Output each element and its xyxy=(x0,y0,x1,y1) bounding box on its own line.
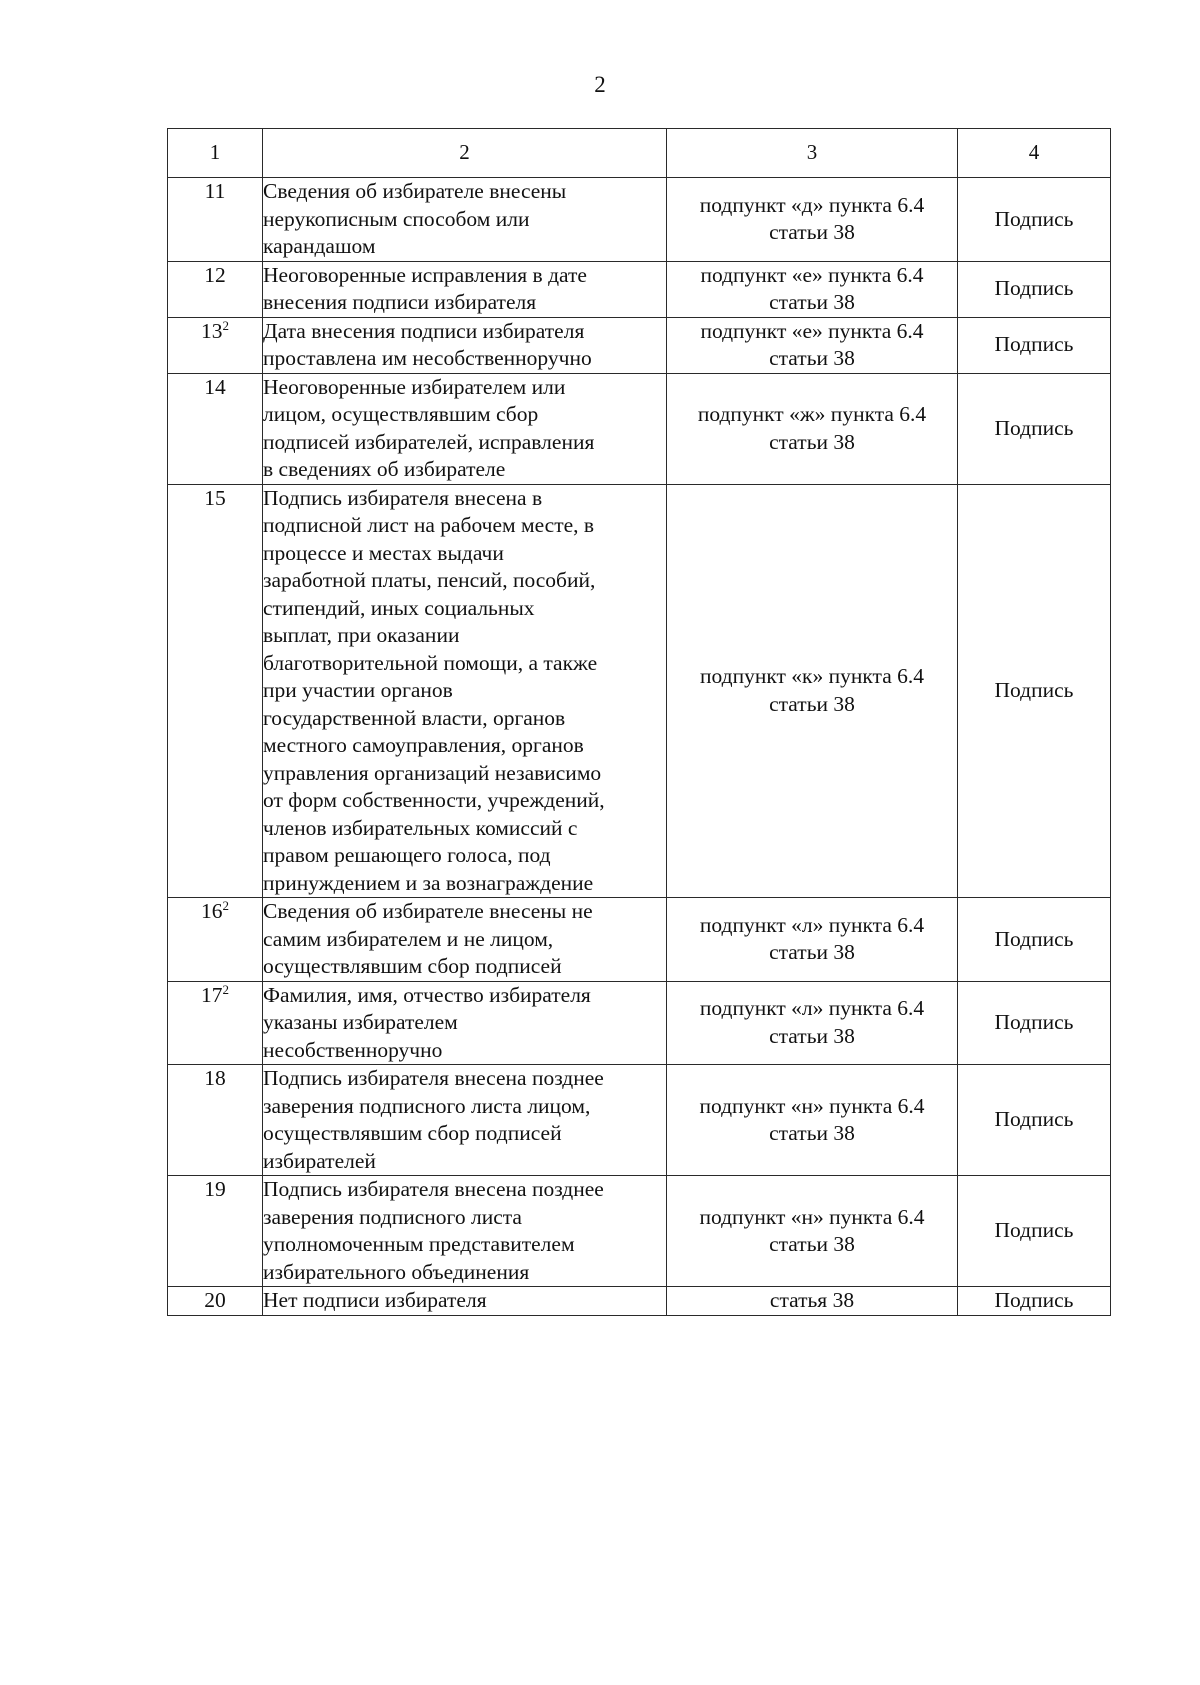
row-description xyxy=(263,1176,667,1287)
row-legal-reference xyxy=(667,373,958,484)
row-number-value: 17 xyxy=(201,982,223,1007)
row-signature: Подпись xyxy=(958,373,1111,484)
row-description xyxy=(263,1287,667,1316)
description-line: процессе и местах выдачи xyxy=(263,540,504,565)
description-line: при участии органов xyxy=(263,678,453,702)
reference-line: статьи 38 xyxy=(769,429,855,454)
row-description xyxy=(263,373,667,484)
row-description xyxy=(263,981,667,1065)
row-description xyxy=(263,1065,667,1176)
table-row xyxy=(168,261,1111,317)
description-line: Подпись избирателя внесена позднее xyxy=(263,1177,604,1201)
table-body xyxy=(168,178,1111,1316)
row-number-value: 12 xyxy=(204,262,226,287)
reference-line: статьи 38 xyxy=(769,346,855,370)
row-description xyxy=(263,898,667,982)
row-legal-reference xyxy=(667,484,958,898)
description-line: карандашом xyxy=(263,234,376,258)
row-legal-reference xyxy=(667,1287,958,1316)
description-line: внесения подписи избирателя xyxy=(263,290,537,314)
description-line: избирательного объединения xyxy=(263,1259,530,1284)
row-description xyxy=(263,261,667,317)
description-line: указаны избирателем xyxy=(263,1010,458,1034)
description-line: от форм собственности, учреждений, xyxy=(263,788,605,812)
row-number xyxy=(168,981,263,1065)
description-line: стипендий, иных социальных xyxy=(263,595,535,620)
row-legal-reference xyxy=(667,178,958,262)
reference-line: статьи 38 xyxy=(769,1023,855,1048)
table-row xyxy=(168,178,1111,262)
row-number xyxy=(168,373,263,484)
table-row xyxy=(168,373,1111,484)
table-row xyxy=(168,1176,1111,1287)
table-row xyxy=(168,898,1111,982)
footnote-marker: 2 xyxy=(222,317,229,333)
description-line: в сведениях об избирателе xyxy=(263,457,506,481)
row-number-value: 16 xyxy=(201,899,223,923)
reference-line: статьи 38 xyxy=(769,940,855,965)
description-line: несобственноручно xyxy=(263,1037,443,1062)
row-number xyxy=(168,317,263,373)
reference-line: подпункт «л» пункта 6.4 xyxy=(699,912,925,937)
description-line: государственной власти, органов xyxy=(263,705,566,730)
description-line: Нет подписи избирателя xyxy=(263,1288,487,1312)
row-number-value: 20 xyxy=(204,1288,226,1312)
row-signature: Подпись xyxy=(958,1287,1111,1316)
row-number xyxy=(168,1176,263,1287)
row-signature: Подпись xyxy=(958,981,1111,1065)
description-line: местного самоуправления, органов xyxy=(263,733,584,757)
description-line: самим избирателем и не лицом, xyxy=(263,926,554,951)
table-header-row xyxy=(168,129,1111,178)
row-number xyxy=(168,1287,263,1316)
reference-line: подпункт «н» пункта 6.4 xyxy=(699,1093,925,1118)
row-number xyxy=(168,898,263,982)
footnote-marker: 2 xyxy=(222,897,229,913)
table-row xyxy=(168,317,1111,373)
description-line: Дата внесения подписи избирателя xyxy=(263,318,585,343)
row-number xyxy=(168,484,263,898)
reference-line: подпункт «к» пункта 6.4 xyxy=(700,664,924,689)
description-line: осуществлявшим сбор подписей xyxy=(263,954,562,978)
row-legal-reference xyxy=(667,1065,958,1176)
reference-line: статьи 38 xyxy=(769,220,855,245)
row-legal-reference xyxy=(667,1176,958,1287)
footnote-marker: 2 xyxy=(222,981,229,997)
reference-line: статьи 38 xyxy=(769,1232,855,1256)
description-line: проставлена им несобственноручно xyxy=(263,346,592,370)
description-line: лицом, осуществлявшим сбор xyxy=(263,402,539,426)
description-line: нерукописным способом или xyxy=(263,206,530,231)
row-number-value: 13 xyxy=(201,318,223,343)
description-line: подписной лист на рабочем месте, в xyxy=(263,513,595,537)
row-signature: Подпись xyxy=(958,178,1111,262)
page-number: 2 xyxy=(594,72,606,97)
reference-line: подпункт «е» пункта 6.4 xyxy=(700,318,924,343)
row-legal-reference xyxy=(667,317,958,373)
row-number-value: 18 xyxy=(204,1066,226,1090)
description-line: правом решающего голоса, под xyxy=(263,843,551,867)
description-line: выплат, при оказании xyxy=(263,623,460,647)
table-row xyxy=(168,1287,1111,1316)
row-number-value: 14 xyxy=(204,374,226,399)
description-line: осуществлявшим сбор подписей xyxy=(263,1121,562,1145)
table-row xyxy=(168,981,1111,1065)
row-description xyxy=(263,178,667,262)
row-legal-reference xyxy=(667,981,958,1065)
column-header-3: 3 xyxy=(667,129,958,178)
description-line: управления организаций независимо xyxy=(263,760,602,785)
column-header-1: 1 xyxy=(168,129,263,178)
row-signature: Подпись xyxy=(958,484,1111,898)
description-line: членов избирательных комиссий с xyxy=(263,815,578,840)
row-legal-reference xyxy=(667,261,958,317)
row-number xyxy=(168,1065,263,1176)
row-number xyxy=(168,261,263,317)
column-header-4: 4 xyxy=(958,129,1111,178)
grounds-table xyxy=(167,128,1111,1316)
reference-line: статья 38 xyxy=(769,1288,855,1312)
description-line: подписей избирателей, исправления xyxy=(263,429,595,454)
row-legal-reference xyxy=(667,898,958,982)
description-line: заверения подписного листа xyxy=(263,1204,522,1229)
row-signature: Подпись xyxy=(958,317,1111,373)
description-line: заработной платы, пенсий, пособий, xyxy=(263,568,596,592)
reference-line: статьи 38 xyxy=(769,1121,855,1145)
description-line: Сведения об избирателе внесены не xyxy=(263,899,593,923)
reference-line: подпункт «н» пункта 6.4 xyxy=(699,1204,925,1229)
table-row xyxy=(168,1065,1111,1176)
reference-line: статьи 38 xyxy=(769,691,855,716)
table-row xyxy=(168,484,1111,898)
description-line: Подпись избирателя внесена в xyxy=(263,485,543,510)
description-line: Неоговоренные исправления в дате xyxy=(263,262,587,287)
reference-line: подпункт «ж» пункта 6.4 xyxy=(697,402,927,426)
row-number-value: 15 xyxy=(204,485,226,510)
reference-line: подпункт «д» пункта 6.4 xyxy=(699,192,925,217)
description-line: уполномоченным представителем xyxy=(263,1232,575,1256)
description-line: Неоговоренные избирателем или xyxy=(263,374,566,399)
description-line: избирателей xyxy=(263,1148,376,1173)
row-number-value: 19 xyxy=(204,1177,226,1201)
row-signature: Подпись xyxy=(958,261,1111,317)
row-description xyxy=(263,317,667,373)
row-number xyxy=(168,178,263,262)
description-line: Фамилия, имя, отчество избирателя xyxy=(263,982,591,1007)
row-number-value: 11 xyxy=(204,179,226,203)
description-line: заверения подписного листа лицом, xyxy=(263,1093,591,1118)
row-signature: Подпись xyxy=(958,1176,1111,1287)
column-header-2: 2 xyxy=(263,129,667,178)
reference-line: подпункт «л» пункта 6.4 xyxy=(699,996,925,1021)
description-line: благотворительной помощи, а также xyxy=(263,650,598,675)
row-signature: Подпись xyxy=(958,898,1111,982)
reference-line: статьи 38 xyxy=(769,290,855,314)
description-line: Сведения об избирателе внесены xyxy=(263,179,567,203)
description-line: Подпись избирателя внесена позднее xyxy=(263,1066,604,1090)
reference-line: подпункт «е» пункта 6.4 xyxy=(700,262,924,287)
row-description xyxy=(263,484,667,898)
row-signature: Подпись xyxy=(958,1065,1111,1176)
description-line: принуждением и за вознаграждение xyxy=(263,870,594,895)
